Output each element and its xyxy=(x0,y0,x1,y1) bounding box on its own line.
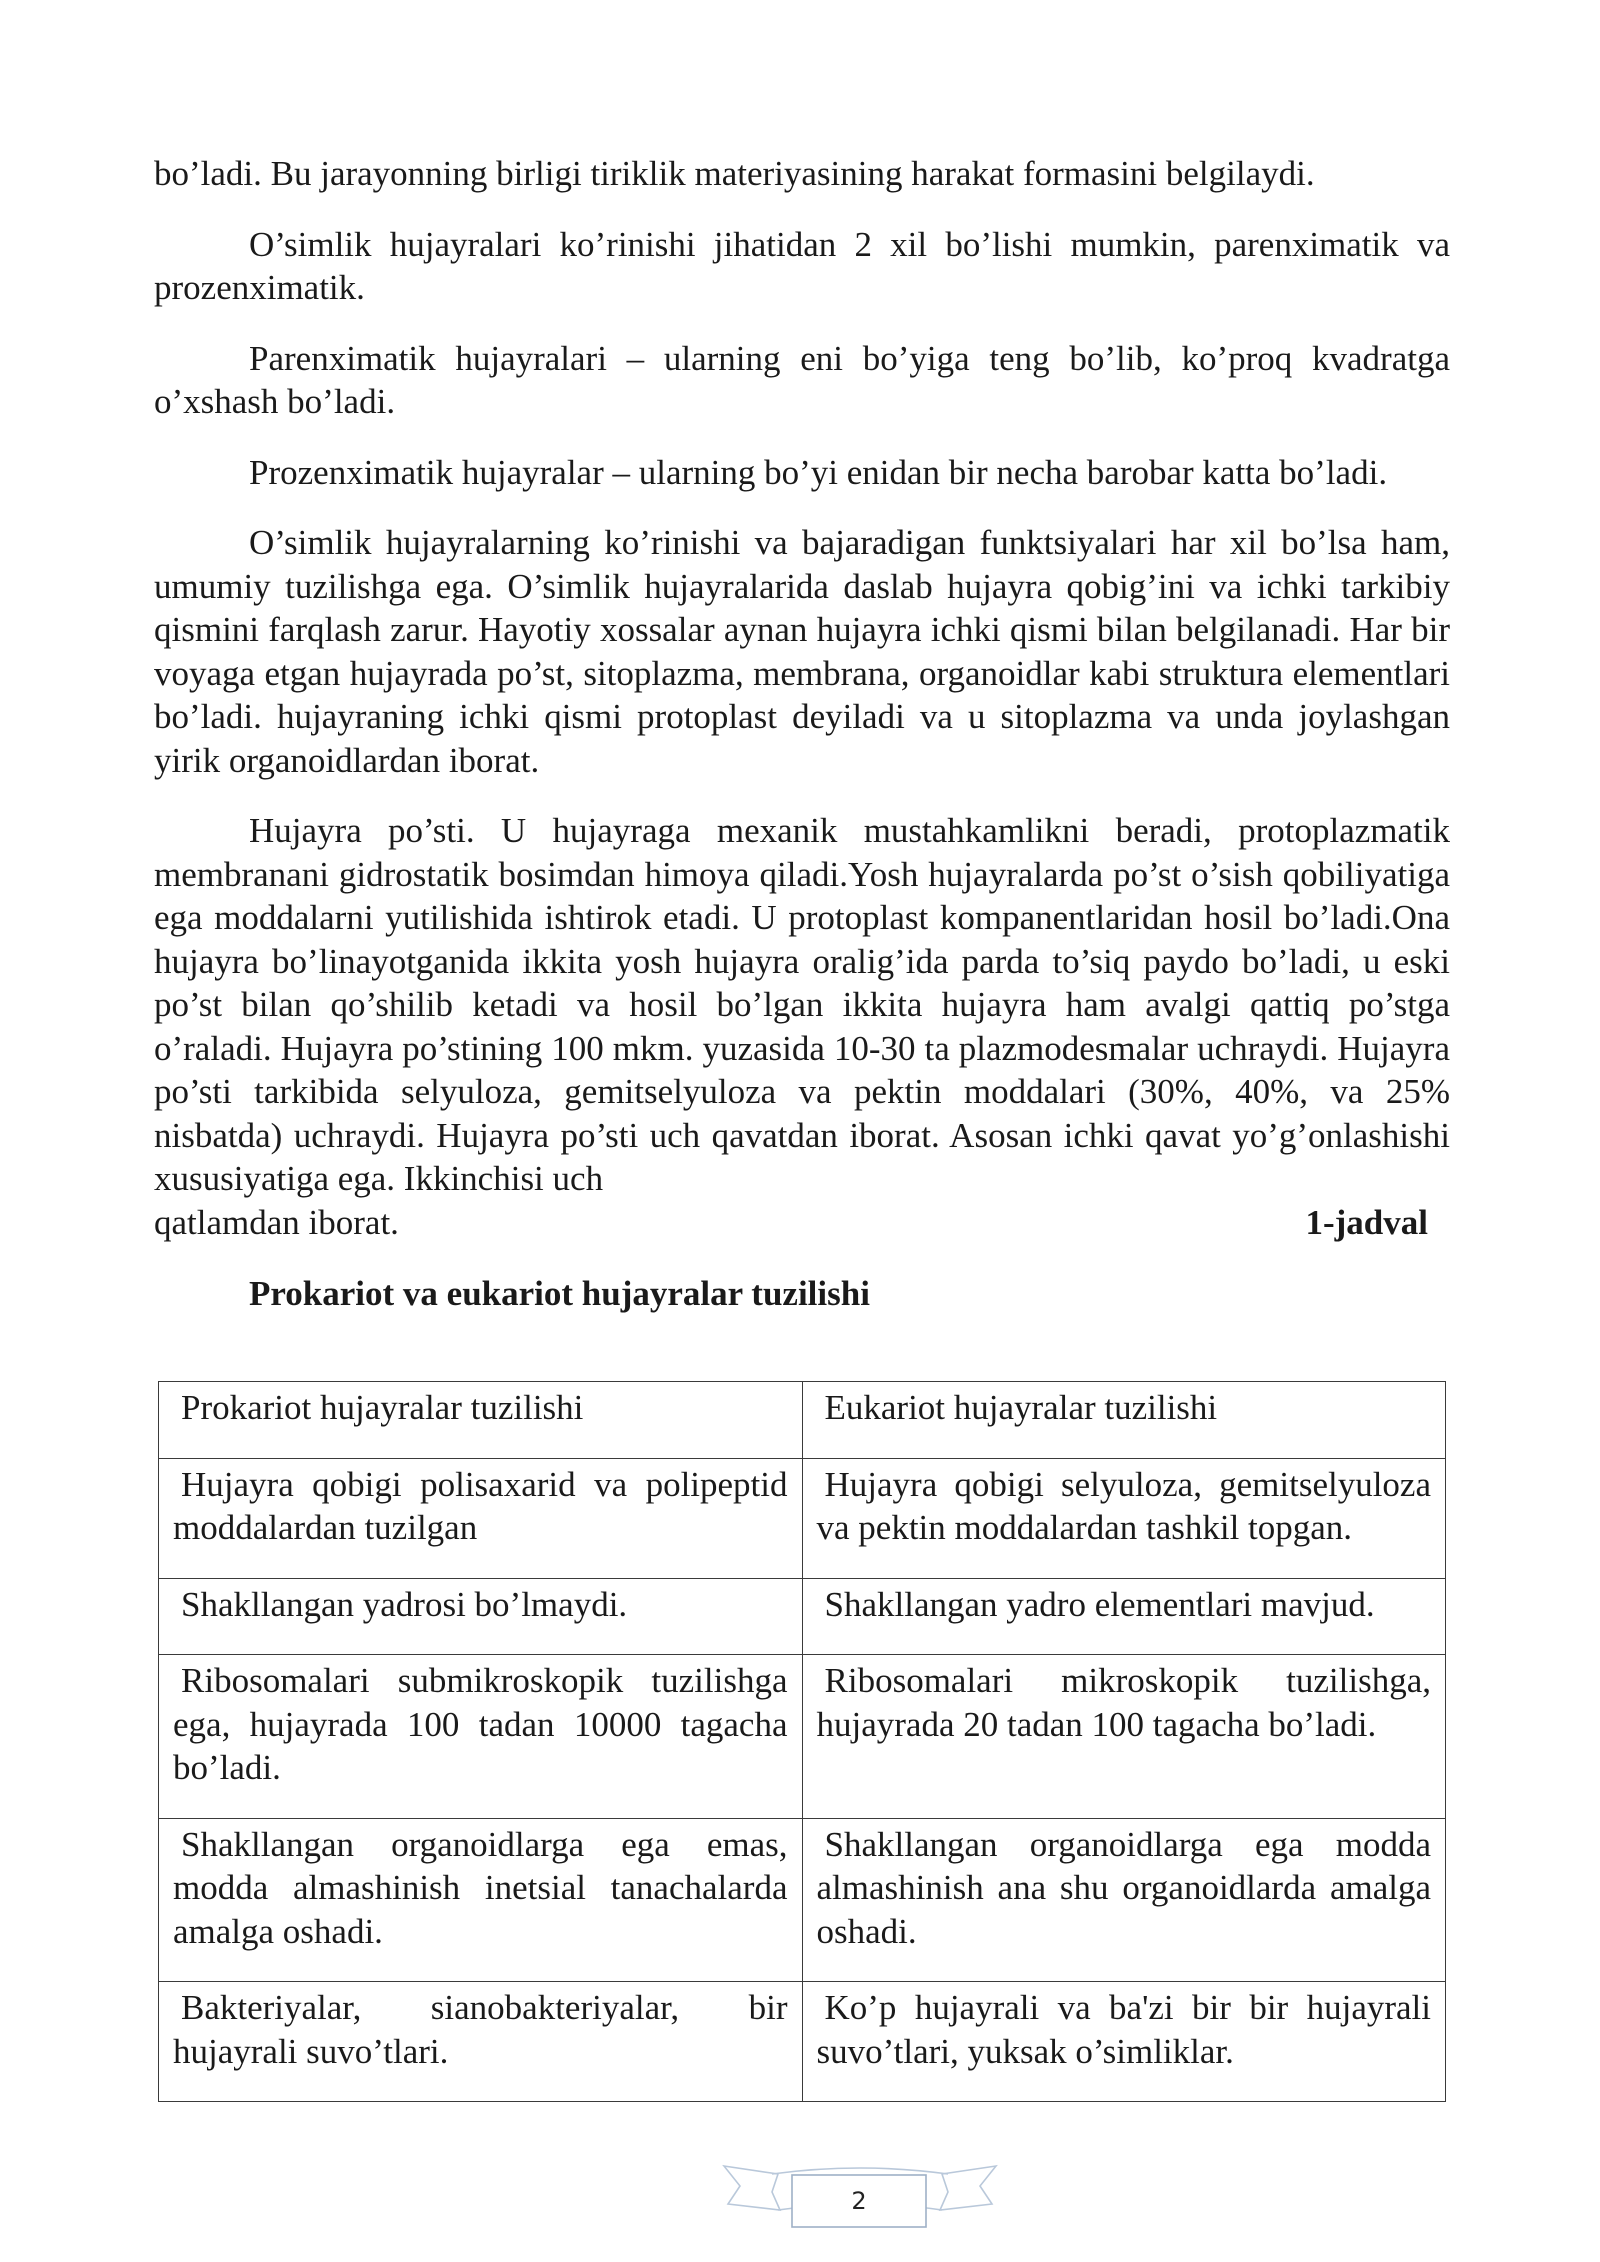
table-cell: Shakllangan organoidlarga ega modda almashinish ana shu organoidlarda amalga oshadi. xyxy=(802,1818,1446,1982)
table-cell: Shakllangan organoidlarga ega emas, modda almashinish inetsial tanachalarda amalga oshadi. xyxy=(159,1818,803,1982)
paragraph-tail-line xyxy=(154,1201,1450,1245)
paragraph: Hujayra po’sti. U hujayraga mexanik mustahkamlikni beradi, protoplazmatik membranani gidrostatik bosimdan himoya qiladi.Yosh hujayralarda po’st o’sish qobiliyatiga ega moddalarni yutilishida ishtirok etadi. U protoplast kompanentlaridan hosil bo’ladi.Ona hujayra bo’linayotganida ikkita yosh hujayra oralig’ida parda to’siq paydo bo’ladi, u eski po’st bilan qo’shilib ketadi va hosil bo’lgan ikkita hujayra ham avalgi qattiq po’stga o’raladi. Hujayra po’stining 100 mkm. yuzasida 10-30 ta plazmodesmalar uchraydi. Hujayra po’sti tarkibida selyuloza, gemitselyuloza va pektin moddalari (30%, 40%, va 25% nisbatda) uchraydi. Hujayra po’sti uch qavatdan iborat. Asosan ichki qavat yo’g’onlashishi xususiyatiga ega. Ikkinchisi uch xyxy=(154,811,1450,1198)
paragraph: Parenximatik hujayralari – ularning eni bo’yiga teng bo’lib, ko’proq kvadratga o’xshash bo’ladi. xyxy=(154,338,1450,421)
paragraph: Prozenximatik hujayralar – ularning bo’yi enidan bir necha barobar katta bo’ladi. xyxy=(249,452,1388,492)
table-cell: Hujayra qobigi polisaxarid va polipeptid moddalardan tuzilgan xyxy=(159,1458,803,1578)
table-header-row xyxy=(159,1382,1446,1459)
table-cell: Ko’p hujayrali va ba'zi bir bir hujayrali suvo’tlari, yuksak o’simliklar. xyxy=(802,1982,1446,2102)
paragraph-last-line: qatlamdan iborat. xyxy=(154,1202,399,1242)
table-cell: Shakllangan yadrosi bo’lmaydi. xyxy=(159,1578,803,1655)
comparison-table xyxy=(158,1381,1446,2102)
table-label: 1-jadval xyxy=(1305,1202,1428,1242)
paragraph: O’simlik hujayralarning ko’rinishi va bajaradigan funktsiyalari har xil bo’lsa ham, umumiy tuzilishga ega. O’simlik hujayralarida daslab hujayra qobig’ini va ichki tarkibiy qismini farqlash zarur. Hayotiy xossalar aynan hujayra ichki qismi bilan belgilanadi. Har bir voyaga etgan hujayrada po’st, sitoplazma, membrana, organoidlar kabi struktura elementlari bo’ladi. hujayraning ichki qismi protoplast deyiladi va u sitoplazma va unda joylashgan yirik organoidlardan iborat. xyxy=(154,523,1450,780)
table-cell: Bakteriyalar, sianobakteriyalar, bir hujayrali suvo’tlari. xyxy=(159,1982,803,2102)
paragraph: bo’ladi. Bu jarayonning birligi tiriklik materiyasining harakat formasini belgilaydi. xyxy=(154,154,1315,193)
page-number: 2 xyxy=(851,2187,867,2215)
table-row xyxy=(159,1655,1446,1819)
table-row xyxy=(159,1578,1446,1655)
table-row xyxy=(159,1982,1446,2102)
table-row xyxy=(159,1458,1446,1578)
body-text xyxy=(154,152,1450,1340)
table-cell: Ribosomalari submikroskopik tuzilishga ega, hujayrada 100 tadan 10000 tagacha bo’ladi. xyxy=(159,1655,803,1819)
table-cell: Shakllangan yadro elementlari mavjud. xyxy=(802,1578,1446,1655)
table-caption: Prokariot va eukariot hujayralar tuzilishi xyxy=(249,1274,870,1313)
table-cell: Ribosomalari mikroskopik tuzilishga, hujayrada 20 tadan 100 tagacha bo’ladi. xyxy=(802,1655,1446,1819)
table-row xyxy=(159,1818,1446,1982)
table-header-cell: Prokariot hujayralar tuzilishi xyxy=(159,1382,803,1459)
paragraph: O’simlik hujayralari ko’rinishi jihatidan 2 xil bo’lishi mumkin, parenximatik va prozenximatik. xyxy=(154,224,1450,307)
table-cell: Hujayra qobigi selyuloza, gemitselyuloza va pektin moddalardan tashkil topgan. xyxy=(802,1458,1446,1578)
table-header-cell: Eukariot hujayralar tuzilishi xyxy=(802,1382,1446,1459)
